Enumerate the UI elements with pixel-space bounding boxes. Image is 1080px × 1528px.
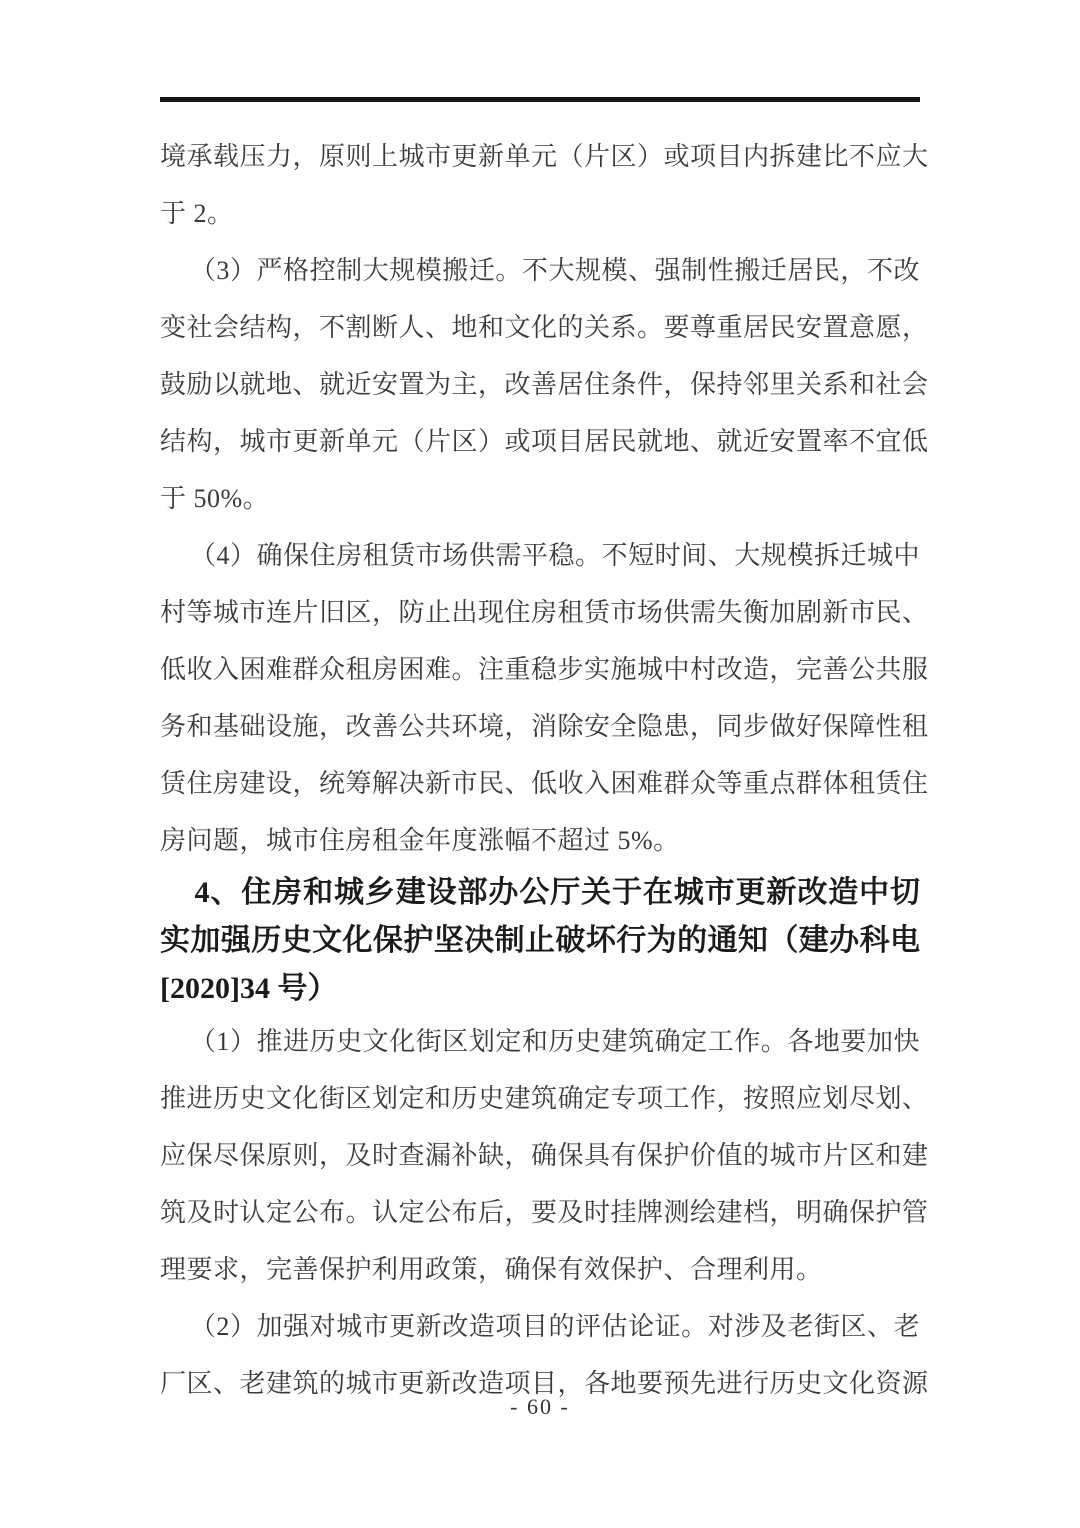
body-line: 理要求，完善保护利用政策，确保有效保护、合理利用。: [160, 1255, 823, 1284]
body-line: 厂区、老建筑的城市更新改造项目，各地要预先进行历史文化资源: [160, 1369, 929, 1398]
heading-line: 4、住房和城乡建设部办公厅关于在城市更新改造中切: [194, 876, 920, 909]
body-line: 鼓励以就地、就近安置为主，改善居住条件，保持邻里关系和社会: [160, 370, 929, 399]
body-line: （3）严格控制大规模搬迁。不大规模、强制性搬迁居民，不改: [189, 256, 920, 285]
heading-line: [2020]34 号）: [160, 972, 338, 1005]
page-number: - 60 -: [510, 1394, 570, 1419]
heading-line: 实加强历史文化保护坚决制止破坏行为的通知（建办科电: [160, 924, 920, 957]
body-line: 于 2。: [160, 199, 234, 228]
body-line: 应保尽保原则，及时查漏补缺，确保具有保护价值的城市片区和建: [160, 1141, 929, 1170]
body-line: 务和基础设施，改善公共环境，消除安全隐患，同步做好保障性租: [160, 712, 929, 741]
body-line: 推进历史文化街区划定和历史建筑确定专项工作，按照应划尽划、: [160, 1084, 929, 1113]
body-line: （4）确保住房租赁市场供需平稳。不短时间、大规模拆迁城中: [189, 541, 920, 570]
body-line: 低收入困难群众租房困难。注重稳步实施城中村改造，完善公共服: [160, 655, 929, 684]
header-rule: [160, 97, 920, 102]
body-line: 村等城市连片旧区，防止出现住房租赁市场供需失衡加剧新市民、: [160, 598, 929, 627]
body-line: 筑及时认定公布。认定公布后，要及时挂牌测绘建档，明确保护管: [160, 1198, 929, 1227]
body-line: （1）推进历史文化街区划定和历史建筑确定工作。各地要加快: [189, 1027, 920, 1056]
body-line: 境承载压力，原则上城市更新单元（片区）或项目内拆建比不应大: [160, 142, 929, 171]
text-flow: [160, 128, 929, 1412]
body-line: 房问题，城市住房租金年度涨幅不超过 5%。: [160, 826, 680, 855]
body-line: 于 50%。: [160, 484, 270, 513]
body-line: 赁住房建设，统筹解决新市民、低收入困难群众等重点群体租赁住: [160, 769, 929, 798]
body-line: 结构，城市更新单元（片区）或项目居民就地、就近安置率不宜低: [160, 427, 929, 456]
body-line: 变社会结构，不割断人、地和文化的关系。要尊重居民安置意愿，: [160, 313, 929, 342]
body-line: （2）加强对城市更新改造项目的评估论证。对涉及老街区、老: [189, 1312, 920, 1341]
